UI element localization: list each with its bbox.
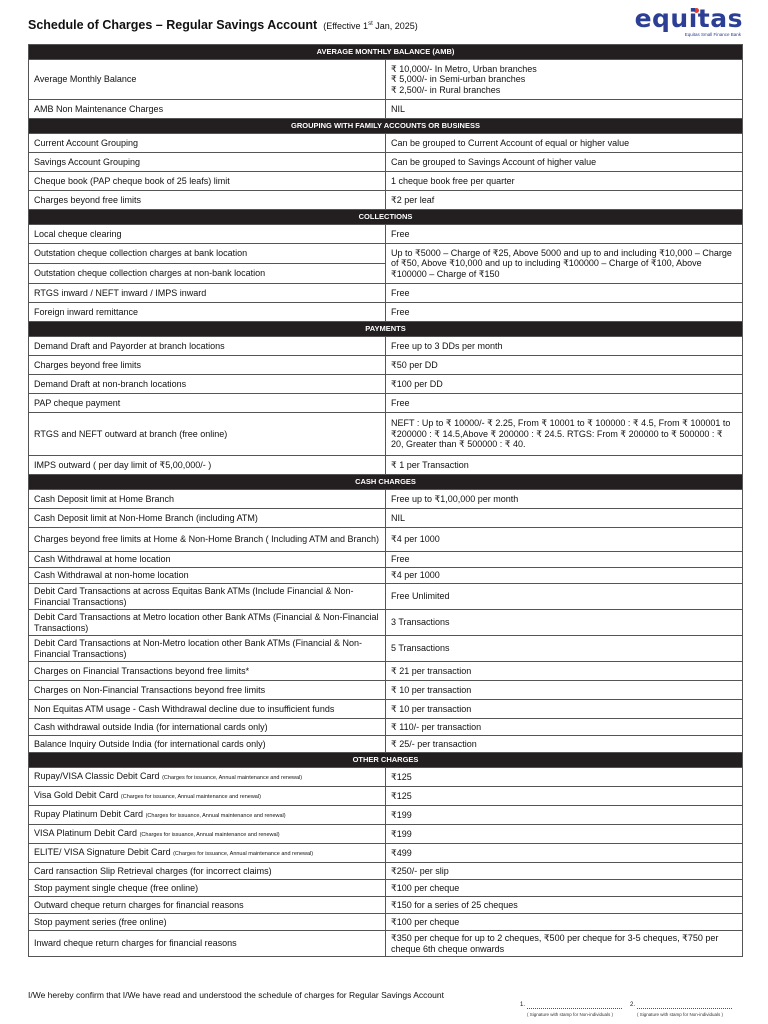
page-title xyxy=(28,18,418,32)
equitas-logo xyxy=(634,4,743,40)
charge-label-cell xyxy=(29,356,386,375)
section-title: COLLECTIONS xyxy=(29,210,743,225)
charge-label-cell xyxy=(29,897,386,914)
charge-value: ₹199 xyxy=(386,825,743,844)
charge-value: NEFT : Up to ₹ 10000/- ₹ 2.25, From ₹ 10001 to ₹ 100000 : ₹ 4.5, From ₹ 100001 to ₹200000 : ₹ 14.5,Above ₹ 200000 : ₹ 24.5. RTGS: From ₹ 200000 to ₹ 500000 : ₹ 20, Greater than ₹ 500000 : ₹ 40. xyxy=(386,413,743,456)
charge-label-cell xyxy=(29,844,386,863)
charge-value: ₹499 xyxy=(386,844,743,863)
charge-label: Cash withdrawal outside India (for international cards only) xyxy=(34,721,268,732)
charge-label-cell xyxy=(29,863,386,880)
charge-value-line: ₹ 2,500/- in Rural branches xyxy=(391,84,501,95)
charge-label: Foreign inward remittance xyxy=(34,306,139,317)
signature-2-number: 2. xyxy=(630,1002,636,1008)
charges-table xyxy=(28,44,743,957)
table-row xyxy=(29,736,743,753)
charge-note: (Charges for issuance, Annual maintenance and renewal) xyxy=(139,831,280,838)
charge-value: Free Unlimited xyxy=(386,584,743,610)
charge-label-cell xyxy=(29,662,386,681)
table-row xyxy=(29,413,743,456)
table-row xyxy=(29,863,743,880)
charge-label-cell xyxy=(29,636,386,662)
charge-value: ₹ 10 per transaction xyxy=(386,700,743,719)
logo-word: equitas xyxy=(634,4,743,33)
section-header xyxy=(29,322,743,337)
charge-value: ₹2 per leaf xyxy=(386,191,743,210)
charge-value: 1 cheque book free per quarter xyxy=(386,172,743,191)
table-row xyxy=(29,337,743,356)
table-row xyxy=(29,880,743,897)
table-row xyxy=(29,610,743,636)
table-row xyxy=(29,636,743,662)
effective-sup: st xyxy=(368,21,373,27)
table-row xyxy=(29,844,743,863)
charge-value: ₹150 for a series of 25 cheques xyxy=(386,897,743,914)
charge-label: AMB Non Maintenance Charges xyxy=(34,103,164,114)
charge-label: Card ransaction Slip Retrieval charges (for incorrect claims) xyxy=(34,865,272,876)
charge-label-cell xyxy=(29,736,386,753)
charge-label-cell xyxy=(29,375,386,394)
charge-value: Free up to 3 DDs per month xyxy=(386,337,743,356)
charge-label: Rupay/VISA Classic Debit Card xyxy=(34,770,160,781)
charge-label-cell xyxy=(29,490,386,509)
charge-label: IMPS outward ( per day limit of ₹5,00,000/- ) xyxy=(34,459,212,470)
table-row xyxy=(29,931,743,957)
table-row xyxy=(29,191,743,210)
table-row xyxy=(29,284,743,303)
effective-suffix: Jan, 2025) xyxy=(372,21,418,31)
table-row xyxy=(29,490,743,509)
charge-note: (Charges for issuance, Annual maintenance and renewal) xyxy=(173,850,314,857)
table-row xyxy=(29,768,743,787)
table-row xyxy=(29,375,743,394)
section-title: GROUPING WITH FAMILY ACCOUNTS OR BUSINESS xyxy=(29,119,743,134)
charge-label-cell xyxy=(29,191,386,210)
charge-label: ELITE/ VISA Signature Debit Card xyxy=(34,846,171,857)
charge-label: Current Account Grouping xyxy=(34,137,139,148)
charge-label: Non Equitas ATM usage - Cash Withdrawal decline due to insufficient funds xyxy=(34,703,335,714)
charge-value: ₹ 110/- per transaction xyxy=(386,719,743,736)
table-row xyxy=(29,914,743,931)
charge-label: Demand Draft and Payorder at branch locations xyxy=(34,340,225,351)
table-row xyxy=(29,719,743,736)
charge-label-cell xyxy=(29,880,386,897)
table-row xyxy=(29,584,743,610)
table-row xyxy=(29,100,743,119)
section-header xyxy=(29,210,743,225)
charge-value: ₹350 per cheque for up to 2 cheques, ₹500 per cheque for 3-5 cheques, ₹750 per cheque 6th cheque onwards xyxy=(386,931,743,957)
charge-label-cell xyxy=(29,394,386,413)
charge-value: Can be grouped to Savings Account of higher value xyxy=(386,153,743,172)
charge-label-cell xyxy=(29,100,386,119)
charge-label-cell xyxy=(29,244,386,264)
charge-value: Can be grouped to Current Account of equal or higher value xyxy=(386,134,743,153)
charge-label-cell xyxy=(29,172,386,191)
table-row xyxy=(29,172,743,191)
section-title: AVERAGE MONTHLY BALANCE (AMB) xyxy=(29,45,743,60)
table-row xyxy=(29,244,743,264)
table-row xyxy=(29,134,743,153)
charge-label: Local cheque clearing xyxy=(34,228,122,239)
charge-value: Free xyxy=(386,394,743,413)
charge-value: ₹100 per cheque xyxy=(386,880,743,897)
charge-label: Outstation cheque collection charges at bank location xyxy=(34,248,248,259)
charge-label: Charges on Financial Transactions beyond free limits* xyxy=(34,665,250,676)
charge-label: Cheque book (PAP cheque book of 25 leafs) limit xyxy=(34,175,230,186)
signature-1-line xyxy=(527,1008,622,1009)
charge-label-cell xyxy=(29,719,386,736)
table-row xyxy=(29,662,743,681)
charge-label-cell xyxy=(29,456,386,475)
charge-value: ₹199 xyxy=(386,806,743,825)
logo-tagline: Equitas Small Finance Bank xyxy=(684,32,741,37)
signature-1-number: 1. xyxy=(520,1002,526,1008)
table-row xyxy=(29,394,743,413)
title-text: Schedule of Charges – Regular Savings Account xyxy=(28,18,318,32)
charge-value: ₹50 per DD xyxy=(386,356,743,375)
charge-label-cell xyxy=(29,806,386,825)
charge-label-cell xyxy=(29,528,386,552)
charge-label: Balance Inquiry Outside India (for international cards only) xyxy=(34,738,266,749)
table-row xyxy=(29,60,743,100)
table-row xyxy=(29,700,743,719)
charge-value-line: ₹ 5,000/- in Semi-urban branches xyxy=(391,74,526,85)
charge-label-cell xyxy=(29,825,386,844)
charge-value: Free up to ₹1,00,000 per month xyxy=(386,490,743,509)
charge-value: ₹100 per DD xyxy=(386,375,743,394)
charge-label: Inward cheque return charges for financial reasons xyxy=(34,938,237,949)
table-row xyxy=(29,303,743,322)
charge-label: Cash Withdrawal at non-home location xyxy=(34,570,189,581)
charge-label: Charges beyond free limits xyxy=(34,194,142,205)
signature-1-caption: ( Signature with stamp for Non-individuals ) xyxy=(527,1012,614,1017)
table-row xyxy=(29,681,743,700)
page-header xyxy=(28,4,743,42)
charge-label-cell xyxy=(29,700,386,719)
charge-value: 5 Transactions xyxy=(386,636,743,662)
charge-label: Charges on Non-Financial Transactions beyond free limits xyxy=(34,684,266,695)
table-row xyxy=(29,787,743,806)
charge-label-cell xyxy=(29,568,386,584)
charge-label: Cash Withdrawal at home location xyxy=(34,554,171,565)
charge-value-line: ₹ 10,000/- In Metro, Urban branches xyxy=(391,63,537,74)
charge-label-cell xyxy=(29,552,386,568)
charge-note: (Charges for issuance, Annual maintenance and renewal) xyxy=(120,793,261,800)
charge-value: ₹ 25/- per transaction xyxy=(386,736,743,753)
charge-value: ₹125 xyxy=(386,787,743,806)
section-title: OTHER CHARGES xyxy=(29,753,743,768)
charge-value: Free xyxy=(386,284,743,303)
charge-label-cell xyxy=(29,153,386,172)
charge-label: Stop payment series (free online) xyxy=(34,916,167,927)
table-row xyxy=(29,225,743,244)
table-row xyxy=(29,356,743,375)
charge-label: Stop payment single cheque (free online) xyxy=(34,882,199,893)
charge-value: ₹ 10 per transaction xyxy=(386,681,743,700)
charge-label-cell xyxy=(29,134,386,153)
charge-label: Charges beyond free limits at Home & Non-Home Branch ( Including ATM and Branch) xyxy=(34,534,379,545)
charge-value: NIL xyxy=(386,509,743,528)
charge-label-cell xyxy=(29,584,386,610)
table-row xyxy=(29,528,743,552)
section-title: PAYMENTS xyxy=(29,322,743,337)
charge-value: Up to ₹5000 – Charge of ₹25, Above 5000 and up to and including ₹10,000 – Charge of ₹50, Above ₹10,000 and up to including ₹100000 – Charge of ₹100, Above ₹100000 – Charge of ₹150 xyxy=(386,244,743,284)
table-row xyxy=(29,456,743,475)
charge-label: RTGS and NEFT outward at branch (free online) xyxy=(34,428,228,439)
section-title: CASH CHARGES xyxy=(29,475,743,490)
charge-label: Rupay Platinum Debit Card xyxy=(34,808,144,819)
charge-label: RTGS inward / NEFT inward / IMPS inward xyxy=(34,287,207,298)
signature-2-line xyxy=(637,1008,732,1009)
charge-label: Demand Draft at non-branch locations xyxy=(34,378,187,389)
section-header xyxy=(29,45,743,60)
charge-label: Charges beyond free limits xyxy=(34,359,142,370)
charge-value: ₹ 21 per transaction xyxy=(386,662,743,681)
confirmation-text: I/We hereby confirm that I/We have read and understood the schedule of charges for Regular Savings Account xyxy=(28,990,444,1000)
charge-label: Debit Card Transactions at Metro location other Bank ATMs (Financial & Non-Financial Transactions) xyxy=(34,612,379,633)
charge-label: Debit Card Transactions at across Equitas Bank ATMs (Include Financial & Non-Financial Transactions) xyxy=(34,586,354,607)
charge-value: ₹250/- per slip xyxy=(386,863,743,880)
charge-value: ₹4 per 1000 xyxy=(386,528,743,552)
charge-label: Outward cheque return charges for financial reasons xyxy=(34,899,244,910)
charge-label-cell xyxy=(29,610,386,636)
charge-value: ₹125 xyxy=(386,768,743,787)
charge-value: NIL xyxy=(386,100,743,119)
charge-value: Free xyxy=(386,303,743,322)
table-row xyxy=(29,825,743,844)
charge-value: Free xyxy=(386,225,743,244)
table-row xyxy=(29,568,743,584)
charge-label-cell xyxy=(29,60,386,100)
charge-value-cell xyxy=(386,60,743,100)
charge-value: ₹ 1 per Transaction xyxy=(386,456,743,475)
charge-label: PAP cheque payment xyxy=(34,397,121,408)
charge-label: Average Monthly Balance xyxy=(34,74,137,85)
table-row xyxy=(29,806,743,825)
charge-label-cell xyxy=(29,509,386,528)
effective-prefix: (Effective 1 xyxy=(323,21,369,31)
charge-label: Savings Account Grouping xyxy=(34,156,141,167)
charge-label-cell xyxy=(29,303,386,322)
charge-label-cell xyxy=(29,264,386,284)
table-row xyxy=(29,552,743,568)
charge-label: Outstation cheque collection charges at non-bank location xyxy=(34,268,266,279)
charge-value: Free xyxy=(386,552,743,568)
charge-value: ₹100 per cheque xyxy=(386,914,743,931)
charge-label: Cash Deposit limit at Non-Home Branch (including ATM) xyxy=(34,512,258,523)
charge-label: Cash Deposit limit at Home Branch xyxy=(34,493,175,504)
effective-date xyxy=(323,21,418,31)
charge-label-cell xyxy=(29,768,386,787)
charge-label-cell xyxy=(29,284,386,303)
charge-value: ₹4 per 1000 xyxy=(386,568,743,584)
section-header xyxy=(29,475,743,490)
charge-label-cell xyxy=(29,787,386,806)
section-header xyxy=(29,119,743,134)
charge-label-cell xyxy=(29,413,386,456)
signature-2-caption: ( Signature with stamp for Non-individuals ) xyxy=(637,1012,724,1017)
charge-label: Debit Card Transactions at Non-Metro location other Bank ATMs (Financial & Non-Financial Transactions) xyxy=(34,638,362,659)
table-row xyxy=(29,509,743,528)
charge-label-cell xyxy=(29,225,386,244)
charge-label-cell xyxy=(29,914,386,931)
section-header xyxy=(29,753,743,768)
charge-label: VISA Platinum Debit Card xyxy=(34,827,138,838)
charge-label: Visa Gold Debit Card xyxy=(34,789,119,800)
charge-value: 3 Transactions xyxy=(386,610,743,636)
table-row xyxy=(29,153,743,172)
charge-label-cell xyxy=(29,681,386,700)
charge-note: (Charges for issuance, Annual maintenance and renewal) xyxy=(162,774,303,781)
charge-label-cell xyxy=(29,931,386,957)
table-row xyxy=(29,897,743,914)
charge-note: (Charges for issuance, Annual maintenance and renewal) xyxy=(145,812,286,819)
charge-label-cell xyxy=(29,337,386,356)
